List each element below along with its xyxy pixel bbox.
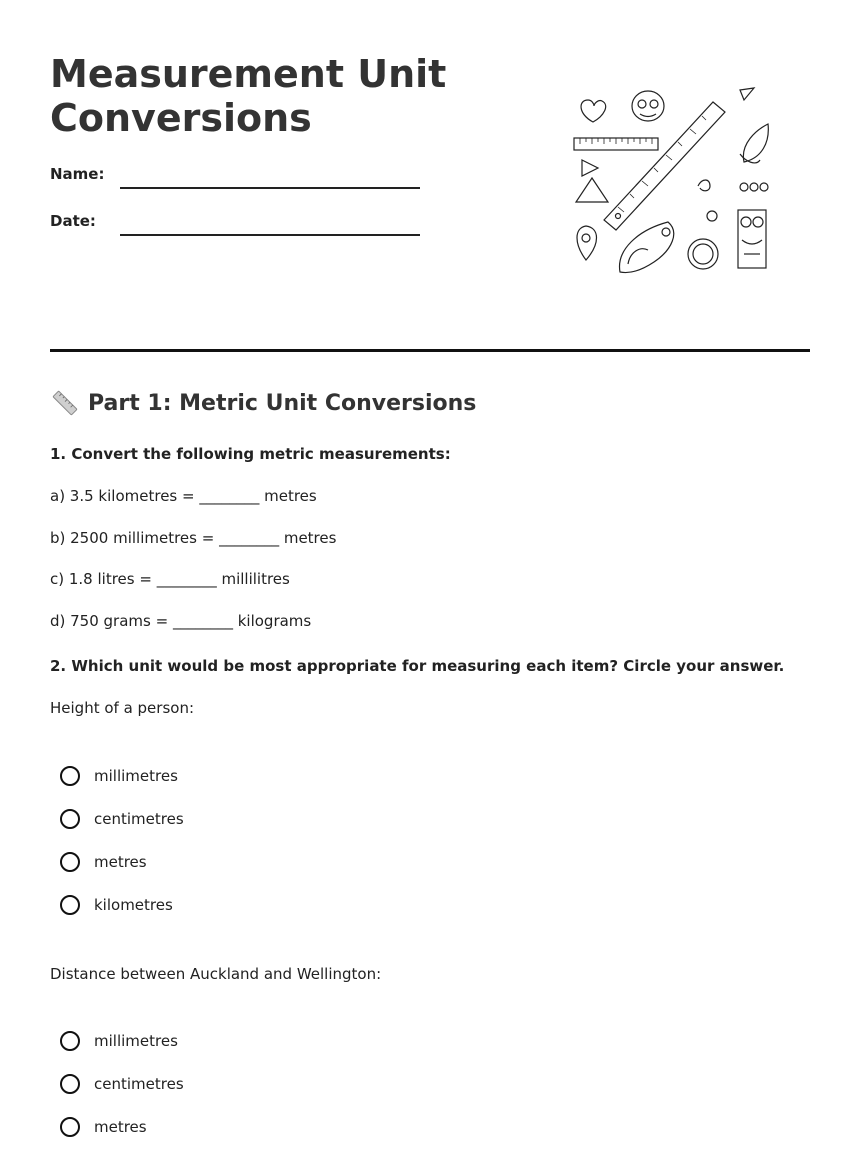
option-metres[interactable] — [60, 1117, 147, 1137]
question-2-item-label: Height of a person: — [50, 699, 195, 717]
option-kilometres[interactable] — [60, 895, 173, 915]
option-label: metres — [94, 853, 147, 871]
option-millimetres[interactable] — [60, 1031, 178, 1051]
option-label: metres — [94, 1118, 147, 1136]
option-metres[interactable] — [60, 852, 147, 872]
option-centimetres[interactable] — [60, 809, 184, 829]
part1-heading-text: Part 1: Metric Unit Conversions — [88, 390, 477, 416]
option-millimetres[interactable] — [60, 766, 178, 786]
question-1a: a) 3.5 kilometres = ________ metres — [50, 487, 317, 505]
measurement-tools-illustration — [568, 82, 778, 278]
question-1-prompt: 1. Convert the following metric measurements: — [50, 445, 451, 463]
page-title: Measurement Unit Conversions — [50, 52, 447, 140]
option-label: centimetres — [94, 810, 184, 828]
question-1c: c) 1.8 litres = ________ millilitres — [50, 570, 290, 588]
radio-circle[interactable] — [60, 852, 80, 872]
radio-circle[interactable] — [60, 1074, 80, 1094]
radio-circle[interactable] — [60, 895, 80, 915]
radio-circle[interactable] — [60, 1117, 80, 1137]
question-2-item-label: Distance between Auckland and Wellington: — [50, 965, 382, 983]
radio-circle[interactable] — [60, 1031, 80, 1051]
option-label: centimetres — [94, 1075, 184, 1093]
option-label: kilometres — [94, 896, 173, 914]
radio-circle[interactable] — [60, 766, 80, 786]
name-field[interactable] — [120, 187, 420, 189]
radio-circle[interactable] — [60, 809, 80, 829]
date-label: Date: — [50, 212, 96, 230]
question-2-prompt: 2. Which unit would be most appropriate for measuring each item? Circle your answer. — [50, 657, 785, 675]
part1-heading — [50, 388, 476, 418]
name-label: Name: — [50, 165, 105, 183]
option-centimetres[interactable] — [60, 1074, 184, 1094]
option-label: millimetres — [94, 1032, 178, 1050]
date-field[interactable] — [120, 234, 420, 236]
question-1d: d) 750 grams = ________ kilograms — [50, 612, 312, 630]
section-divider — [50, 349, 810, 352]
ruler-icon — [50, 388, 80, 418]
option-label: millimetres — [94, 767, 178, 785]
question-1b: b) 2500 millimetres = ________ metres — [50, 529, 337, 547]
